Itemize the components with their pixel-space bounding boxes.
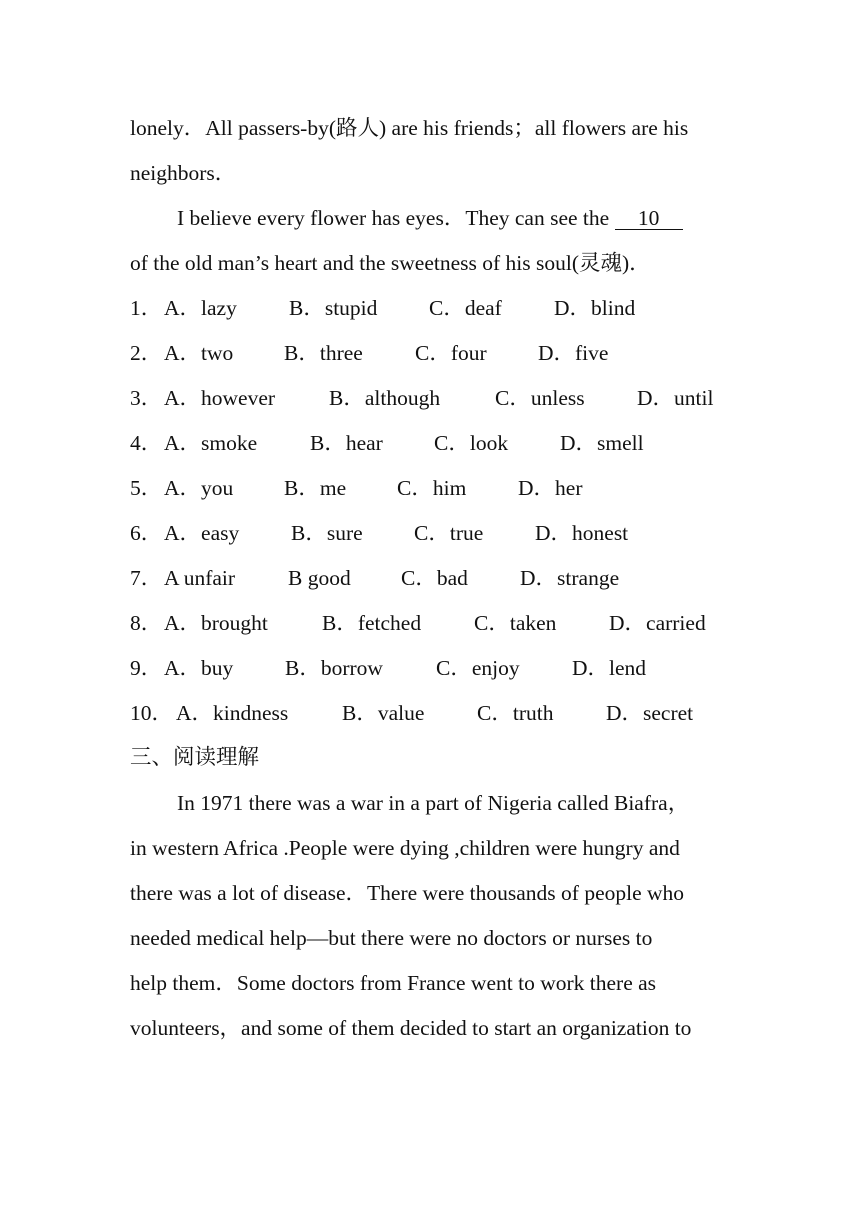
reading-line-2: in western Africa .People were dying ,children were hungry and: [130, 836, 680, 860]
option-c: C．look: [434, 431, 509, 455]
question-number: 6．: [130, 521, 163, 545]
passage-line-2: neighbors．: [130, 161, 237, 185]
question-number: 8．: [130, 611, 163, 635]
answer-blank-10: 10: [615, 207, 683, 230]
passage-line-4: of the old man’s heart and the sweetness of his soul(灵魂)．: [130, 251, 651, 275]
option-a: A．lazy: [164, 296, 237, 320]
question-number: 3．: [130, 386, 163, 410]
option-d: D．blind: [554, 296, 636, 320]
option-b: B．borrow: [285, 656, 383, 680]
option-b: B．three: [284, 341, 363, 365]
option-d: D．smell: [560, 431, 644, 455]
option-b: B．me: [284, 476, 347, 500]
question-number: 5．: [130, 476, 163, 500]
question-number: 9．: [130, 656, 163, 680]
option-a: A．buy: [164, 656, 234, 680]
option-d: D．five: [538, 341, 609, 365]
option-b: B．although: [329, 386, 441, 410]
option-d: D．carried: [609, 611, 706, 635]
question-number: 2．: [130, 341, 163, 365]
reading-line-4: needed medical help—but there were no doctors or nurses to: [130, 926, 653, 950]
option-b: B．sure: [291, 521, 363, 545]
option-d: D．until: [637, 386, 714, 410]
option-a: A．however: [164, 386, 276, 410]
option-b: B．hear: [310, 431, 383, 455]
question-number: 1．: [130, 296, 163, 320]
section-heading: 三、阅读理解: [130, 745, 260, 770]
option-d: D．lend: [572, 656, 647, 680]
option-b: B．fetched: [322, 611, 422, 635]
option-a: A．brought: [164, 611, 268, 635]
reading-line-3: there was a lot of disease．There were thousands of people who: [130, 881, 685, 905]
passage-line-1: lonely．All passers-by(路人) are his friends；all flowers are his: [130, 116, 689, 140]
option-c: C．true: [414, 521, 484, 545]
option-c: C．enjoy: [436, 656, 520, 680]
option-a: A．you: [164, 476, 234, 500]
option-a: A．smoke: [164, 431, 258, 455]
option-d: D．strange: [520, 566, 620, 590]
reading-line-6: volunteers，and some of them decided to start an organization to: [130, 1016, 692, 1040]
option-b: B good: [288, 566, 351, 590]
question-number: 4．: [130, 431, 163, 455]
option-c: C．taken: [474, 611, 557, 635]
option-d: D．honest: [535, 521, 629, 545]
reading-line-5: help them．Some doctors from France went to work there as: [130, 971, 657, 995]
passage-line-3-text: I believe every flower has eyes．They can see the: [177, 206, 615, 230]
option-a: A．easy: [164, 521, 240, 545]
option-b: B．value: [342, 701, 425, 725]
question-number: 10．: [130, 701, 174, 725]
option-d: D．secret: [606, 701, 694, 725]
option-c: C．truth: [477, 701, 554, 725]
option-b: B．stupid: [289, 296, 378, 320]
option-c: C．deaf: [429, 296, 502, 320]
option-c: C．bad: [401, 566, 468, 590]
option-a: A．two: [164, 341, 234, 365]
question-number: 7．: [130, 566, 163, 590]
option-c: C．unless: [495, 386, 585, 410]
reading-line-1: In 1971 there was a war in a part of Nigeria called Biafra，: [177, 791, 690, 815]
option-c: C．four: [415, 341, 487, 365]
option-a: A unfair: [164, 566, 236, 590]
option-c: C．him: [397, 476, 467, 500]
option-a: A．kindness: [176, 701, 289, 725]
option-d: D．her: [518, 476, 583, 500]
passage-line-3: [177, 203, 683, 233]
